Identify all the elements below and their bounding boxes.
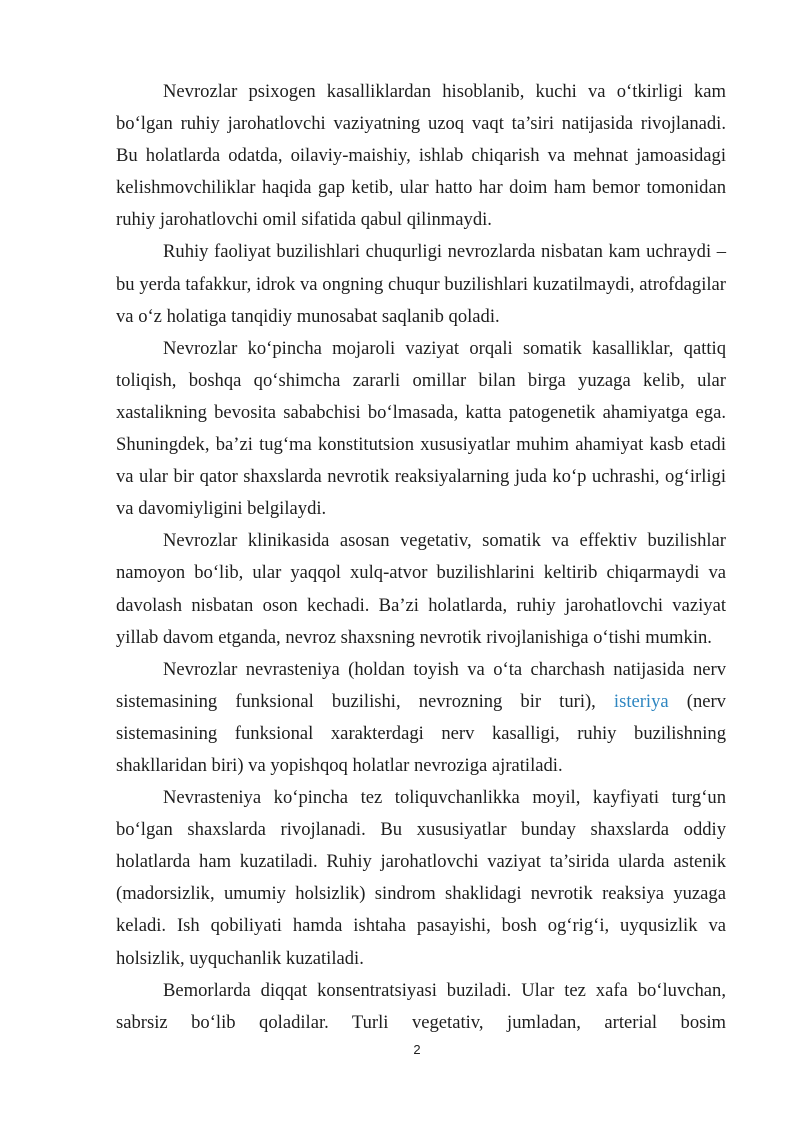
paragraph-6: Nevrasteniya ko‘pincha tez toliquvchanlikka moyil, kayfiyati turg‘un bo‘lgan shaxslarda rivojlanadi. Bu xususiyatlar bunday shaxslarda oddiy holatlarda ham kuzatiladi. Ruhiy jarohatlovchi vaziyat ta’sirida ularda astenik (madorsizlik, umumiy holsizlik) sindrom shaklidagi nevrotik reaksiya yuzaga keladi. Ish qobiliyati hamda ishtaha pasayishi, bosh og‘rig‘i, uyqusizlik va holsizlik, uyquchanlik kuzatiladi. (116, 787, 726, 969)
paragraph-3: Nevrozlar ko‘pincha mojaroli vaziyat orqali somatik kasalliklar, qattiq toliqish, boshqa qo‘shimcha zararli omillar bilan birga yuzaga kelib, ular xastalikning bevosita sababchisi bo‘lmasada, katta patogenetik ahamiyatga ega. Shuningdek, ba’zi tug‘ma konstitutsion xususiyatlar muhim ahamiyat kasb etadi va ular bir qator shaxslarda nevrotik reaksiyalarning juda ko‘p uchrashi, og‘irligi va davomiyligini belgilaydi. (116, 337, 726, 520)
paragraph-5 (116, 654, 726, 782)
paragraph-2: Ruhiy faoliyat buzilishlari chuqurligi nevrozlarda nisbatan kam uchraydi – bu yerda tafakkur, idrok va ongning chuqur buzilishlari kuzatilmaydi, atrofdagilar va o‘z holatiga tanqidiy munosabat saqlanib qoladi. (116, 241, 726, 327)
paragraph-1: Nevrozlar psixogen kasalliklardan hisoblanib, kuchi va o‘tkirligi kam bo‘lgan ruhiy jarohatlovchi vaziyatning uzoq vaqt ta’siri natijasida rivojlanadi. Bu holatlarda odatda, oilaviy-maishiy, ishlab chiqarish va mehnat jamoasidagi kelishmovchiliklar haqida gap ketib, ular hatto har doim ham bemor tomonidan ruhiy jarohatlovchi omil sifatida qabul qilinmaydi. (116, 81, 726, 231)
document-body (116, 76, 726, 1039)
paragraph-7: Bemorlarda diqqat konsentratsiyasi buziladi. Ular tez xafa bo‘luvchan, sabrsiz bo‘lib qoladilar. Turli vegetativ, jumladan, arterial bosim (116, 979, 726, 1033)
page-number: 2 (413, 1042, 421, 1057)
paragraph-5-text-after: (nerv sistemasining funksional xarakterdagi nerv kasalligi, ruhiy buzilishning shakllaridan biri) va yopishqoq holatlar nevroziga ajratiladi. (116, 690, 726, 776)
paragraph-4: Nevrozlar klinikasida asosan vegetativ, somatik va effektiv buzilishlar namoyon bo‘lib, ular yaqqol xulq-atvor buzilishlarini keltirib chiqarmaydi va davolash nisbatan oson kechadi. Ba’zi holatlarda, ruhiy jarohatlovchi vaziyat yillab davom etganda, nevroz shaxsning nevrotik rivojlanishiga o‘tishi mumkin. (116, 530, 726, 648)
isteriya-link[interactable]: isteriya (613, 690, 669, 712)
paragraph-5-text-before: Nevrozlar nevrasteniya (holdan toyish va o‘ta charchash natijasida nerv sistemasining funksional buzilishi, nevrozning bir turi), (116, 658, 726, 712)
